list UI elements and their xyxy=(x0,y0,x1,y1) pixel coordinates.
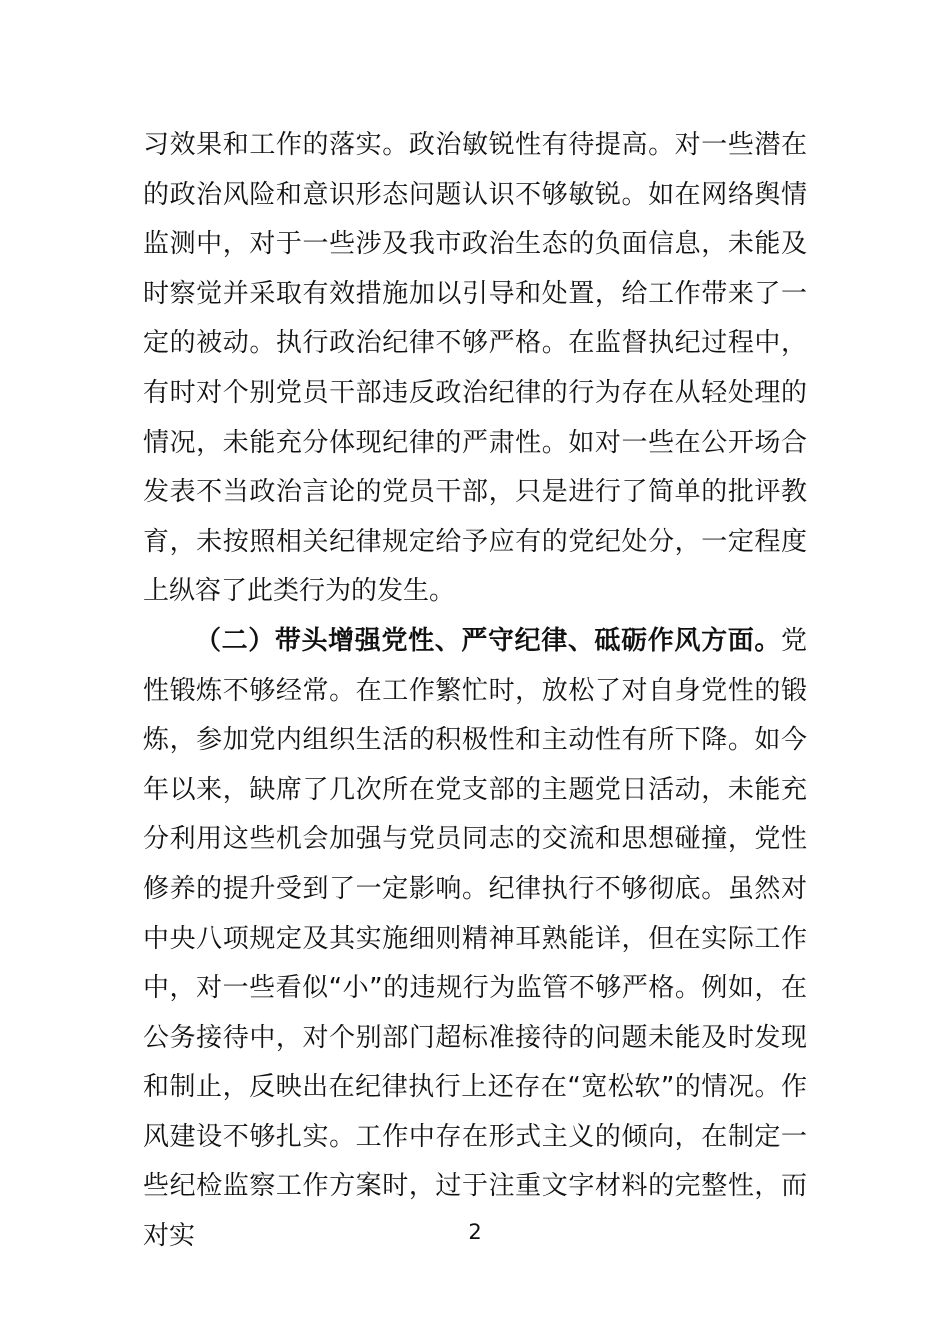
section-heading: （二）带头增强党性、严守纪律、砥砺作风方面。 xyxy=(195,625,781,656)
section-body-text: 党性锻炼不够经常。在工作繁忙时，放松了对自身党性的锻炼，参加党内组织生活的积极性和主动性有所下降。如今年以来，缺席了几次所在党支部的主题党日活动，未能充分利用这些机会加强与党员同志的交流和思想碰撞，党性修养的提升受到了一定影响。纪律执行不够彻底。虽然对中央八项规定及其实施细则精神耳熟能详，但在实际工作中，对一些看似“小”的违规行为监管不够严格。例如，在公务接待中，对个别部门超标准接待的问题未能及时发现和制止，反映出在纪律执行上还存在“宽松软”的情况。作风建设不够扎实。工作中存在形式主义的倾向，在制定一些纪检监察工作方案时，过于注重文字材料的完整性，而对实 xyxy=(143,625,807,1252)
document-body xyxy=(143,121,807,1262)
body-paragraph-section-two xyxy=(143,617,807,1262)
page-number: 2 xyxy=(468,1220,482,1244)
body-paragraph-continued: 习效果和工作的落实。政治敏锐性有待提高。对一些潜在的政治风险和意识形态问题认识不够敏锐。如在网络舆情监测中，对于一些涉及我市政治生态的负面信息，未能及时察觉并采取有效措施加以引导和处置，给工作带来了一定的被动。执行政治纪律不够严格。在监督执纪过程中，有时对个别党员干部违反政治纪律的行为存在从轻处理的情况，未能充分体现纪律的严肃性。如对一些在公开场合发表不当政治言论的党员干部，只是进行了简单的批评教育，未按照相关纪律规定给予应有的党纪处分，一定程度上纵容了此类行为的发生。 xyxy=(143,130,807,607)
